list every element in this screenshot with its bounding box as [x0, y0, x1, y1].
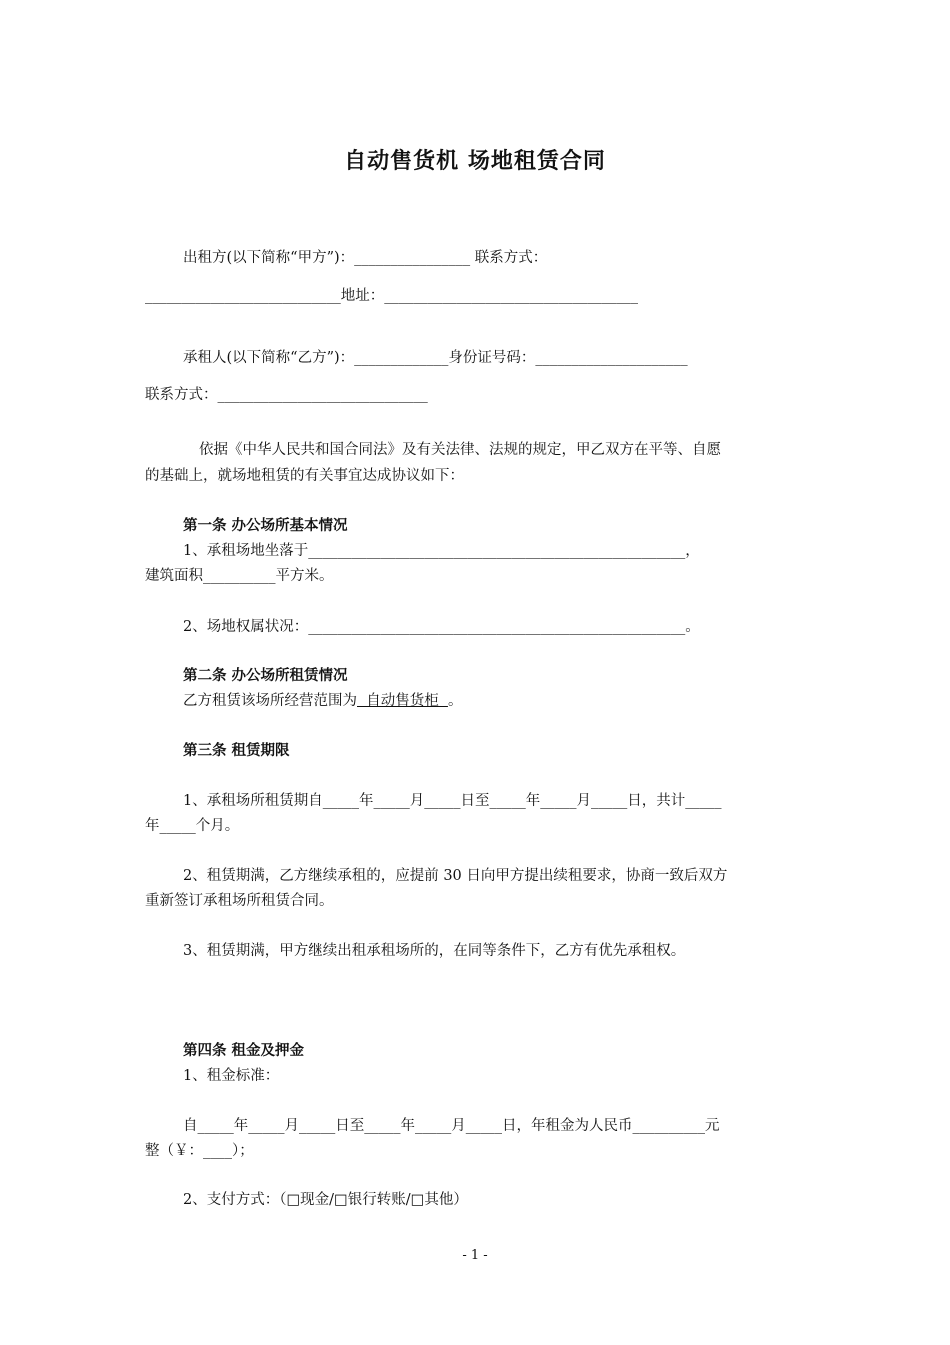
article-2-text-after: 。 — [447, 693, 463, 709]
article-3-item-3: 3、租赁期满，甲方继续出租承租场所的，在同等条件下，乙方有优先承租权。 — [183, 943, 686, 959]
article-4-item-1: 1、租金标准： — [183, 1068, 280, 1084]
article-2-text-before: 乙方租赁该场所经营范围为 — [183, 693, 357, 709]
party-b-line-2: 联系方式：_____________________________ — [145, 387, 428, 403]
article-4-rent-line-2: 整（￥：____）； — [145, 1143, 254, 1159]
business-scope-value: 自动售货柜 — [357, 693, 448, 709]
article-3-item-2-line-2: 重新签订承租场所租赁合同。 — [145, 893, 334, 909]
intro-line-2: 的基础上，就场地租赁的有关事宜达成协议如下： — [145, 468, 464, 484]
article-4-rent-line-1: 自_____年_____月_____日至_____年_____月_____日，年租金为人民币__________元 — [183, 1118, 720, 1134]
intro-line-1: 依据《中华人民共和国合同法》及有关法律、法规的规定，甲乙双方在平等、自愿 — [199, 442, 721, 458]
article-1-item-1-line-1: 1、承租场地坐落于____________________________________________________， — [183, 543, 700, 559]
article-1-item-2: 2、场地权属状况：____________________________________________________。 — [183, 619, 700, 635]
article-4-heading: 第四条 租金及押金 — [183, 1042, 305, 1059]
article-1-item-1-line-2: 建筑面积__________平方米。 — [145, 568, 334, 584]
article-2-text — [183, 691, 462, 711]
document-title: 自动售货机 场地租赁合同 — [344, 148, 606, 174]
article-3-item-2-line-1: 2、租赁期满，乙方继续承租的，应提前 30 日向甲方提出续租要求，协商一致后双方 — [183, 868, 728, 884]
article-3-item-1-line-1: 1、承租场所租赁期自_____年_____月_____日至_____年_____月_____日，共计_____ — [183, 793, 722, 809]
article-1-heading: 第一条 办公场所基本情况 — [183, 517, 348, 534]
page-number: - 1 - — [462, 1248, 488, 1263]
article-4-item-2: 2、支付方式：（□现金/□银行转账/□其他） — [183, 1192, 468, 1208]
party-a-line-1: 出租方(以下简称“甲方”)：________________ 联系方式： — [183, 250, 548, 266]
article-2-heading: 第二条 办公场所租赁情况 — [183, 667, 348, 684]
party-b-line-1: 承租人(以下简称“乙方”)：_____________身份证号码：_____________________ — [183, 350, 688, 366]
article-3-heading: 第三条 租赁期限 — [183, 742, 290, 759]
article-3-item-1-line-2: 年_____个月。 — [145, 818, 240, 834]
party-a-line-2: ___________________________地址：___________________________________ — [145, 288, 638, 304]
